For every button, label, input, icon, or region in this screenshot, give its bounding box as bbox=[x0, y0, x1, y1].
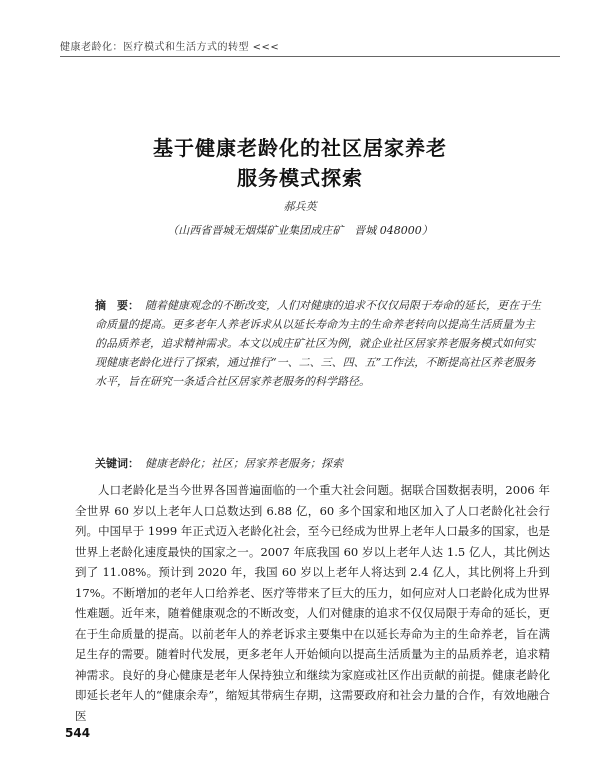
paper-title-line-2: 服务模式探索 bbox=[237, 166, 363, 190]
abstract-label: 摘 要： bbox=[95, 299, 139, 312]
author-affiliation: （山西省晋城无烟煤矿业集团成庄矿 晋城 048000） bbox=[167, 224, 433, 237]
running-header: 健康老龄化：医疗模式和生活方式的转型 <<< bbox=[60, 42, 280, 53]
abstract-text: 随着健康观念的不断改变，人们对健康的追求不仅仅局限于寿命的延长，更在于生命质量的提高。更多老年人养老诉求从以延长寿命为主的生命养老转向以提高生活质量为主的品质养老，追求精神需求。本文以成庄矿社区为例，就企业社区居家养老服务模式如何实现健康老龄化进行了探索，通过推行“一、二、三、四、五”工作法，不断提高社区养老服务水平，旨在研究一条适合社区居家养老服务的科学路径。 bbox=[95, 299, 541, 388]
abstract bbox=[95, 296, 545, 391]
keywords-text: 健康老龄化；社区；居家养老服务；探索 bbox=[145, 457, 343, 470]
body-paragraph: 人口老龄化是当今世界各国普遍面临的一个重大社会问题。据联合国数据表明，2006 年全世界 60 岁以上老年人口总数达到 6.88 亿，60 多个国家和地区加入了人口老龄化社会行列。中国早于 1999 年正式迈入老龄化社会，至今已经成为世界上老年人口最多的国家，也是世界上老龄化速度最快的国家之一。2007 年底我国 60 岁以上老年人达 1.5 亿人，其比例达到了 11.08%。预计到 2020 年，我国 60 岁以上老年人将达到 2.4 亿人，其比例将上升到 17%。不断增加的老年人口给养老、医疗等带来了巨大的压力，如何应对人口老龄化成为世界性难题。近年来，随着健康观念的不断改变，人们对健康的追求不仅仅局限于寿命的延长，更在于生命质量的提高。以前老年人的养老诉求主要集中在以延长寿命为主的生命养老，旨在满足生存的需要。随着时代发展，更多老年人开始倾向以提高生活质量为主的品质养老，追求精神需求。良好的身心健康是老年人保持独立和继续为家庭或社区作出贡献的前提。健康老龄化即延长老年人的“健康余寿”，缩短其带病生存期，这需要政府和社会力量的合作，有效地融合医 bbox=[75, 483, 550, 723]
author-name: 郝兵英 bbox=[283, 200, 317, 213]
header-rule bbox=[60, 56, 560, 57]
keywords bbox=[95, 455, 545, 471]
page-number: 544 bbox=[65, 726, 91, 740]
paper-title-line-1: 基于健康老龄化的社区居家养老 bbox=[153, 136, 447, 160]
keywords-label: 关键词： bbox=[95, 457, 139, 470]
